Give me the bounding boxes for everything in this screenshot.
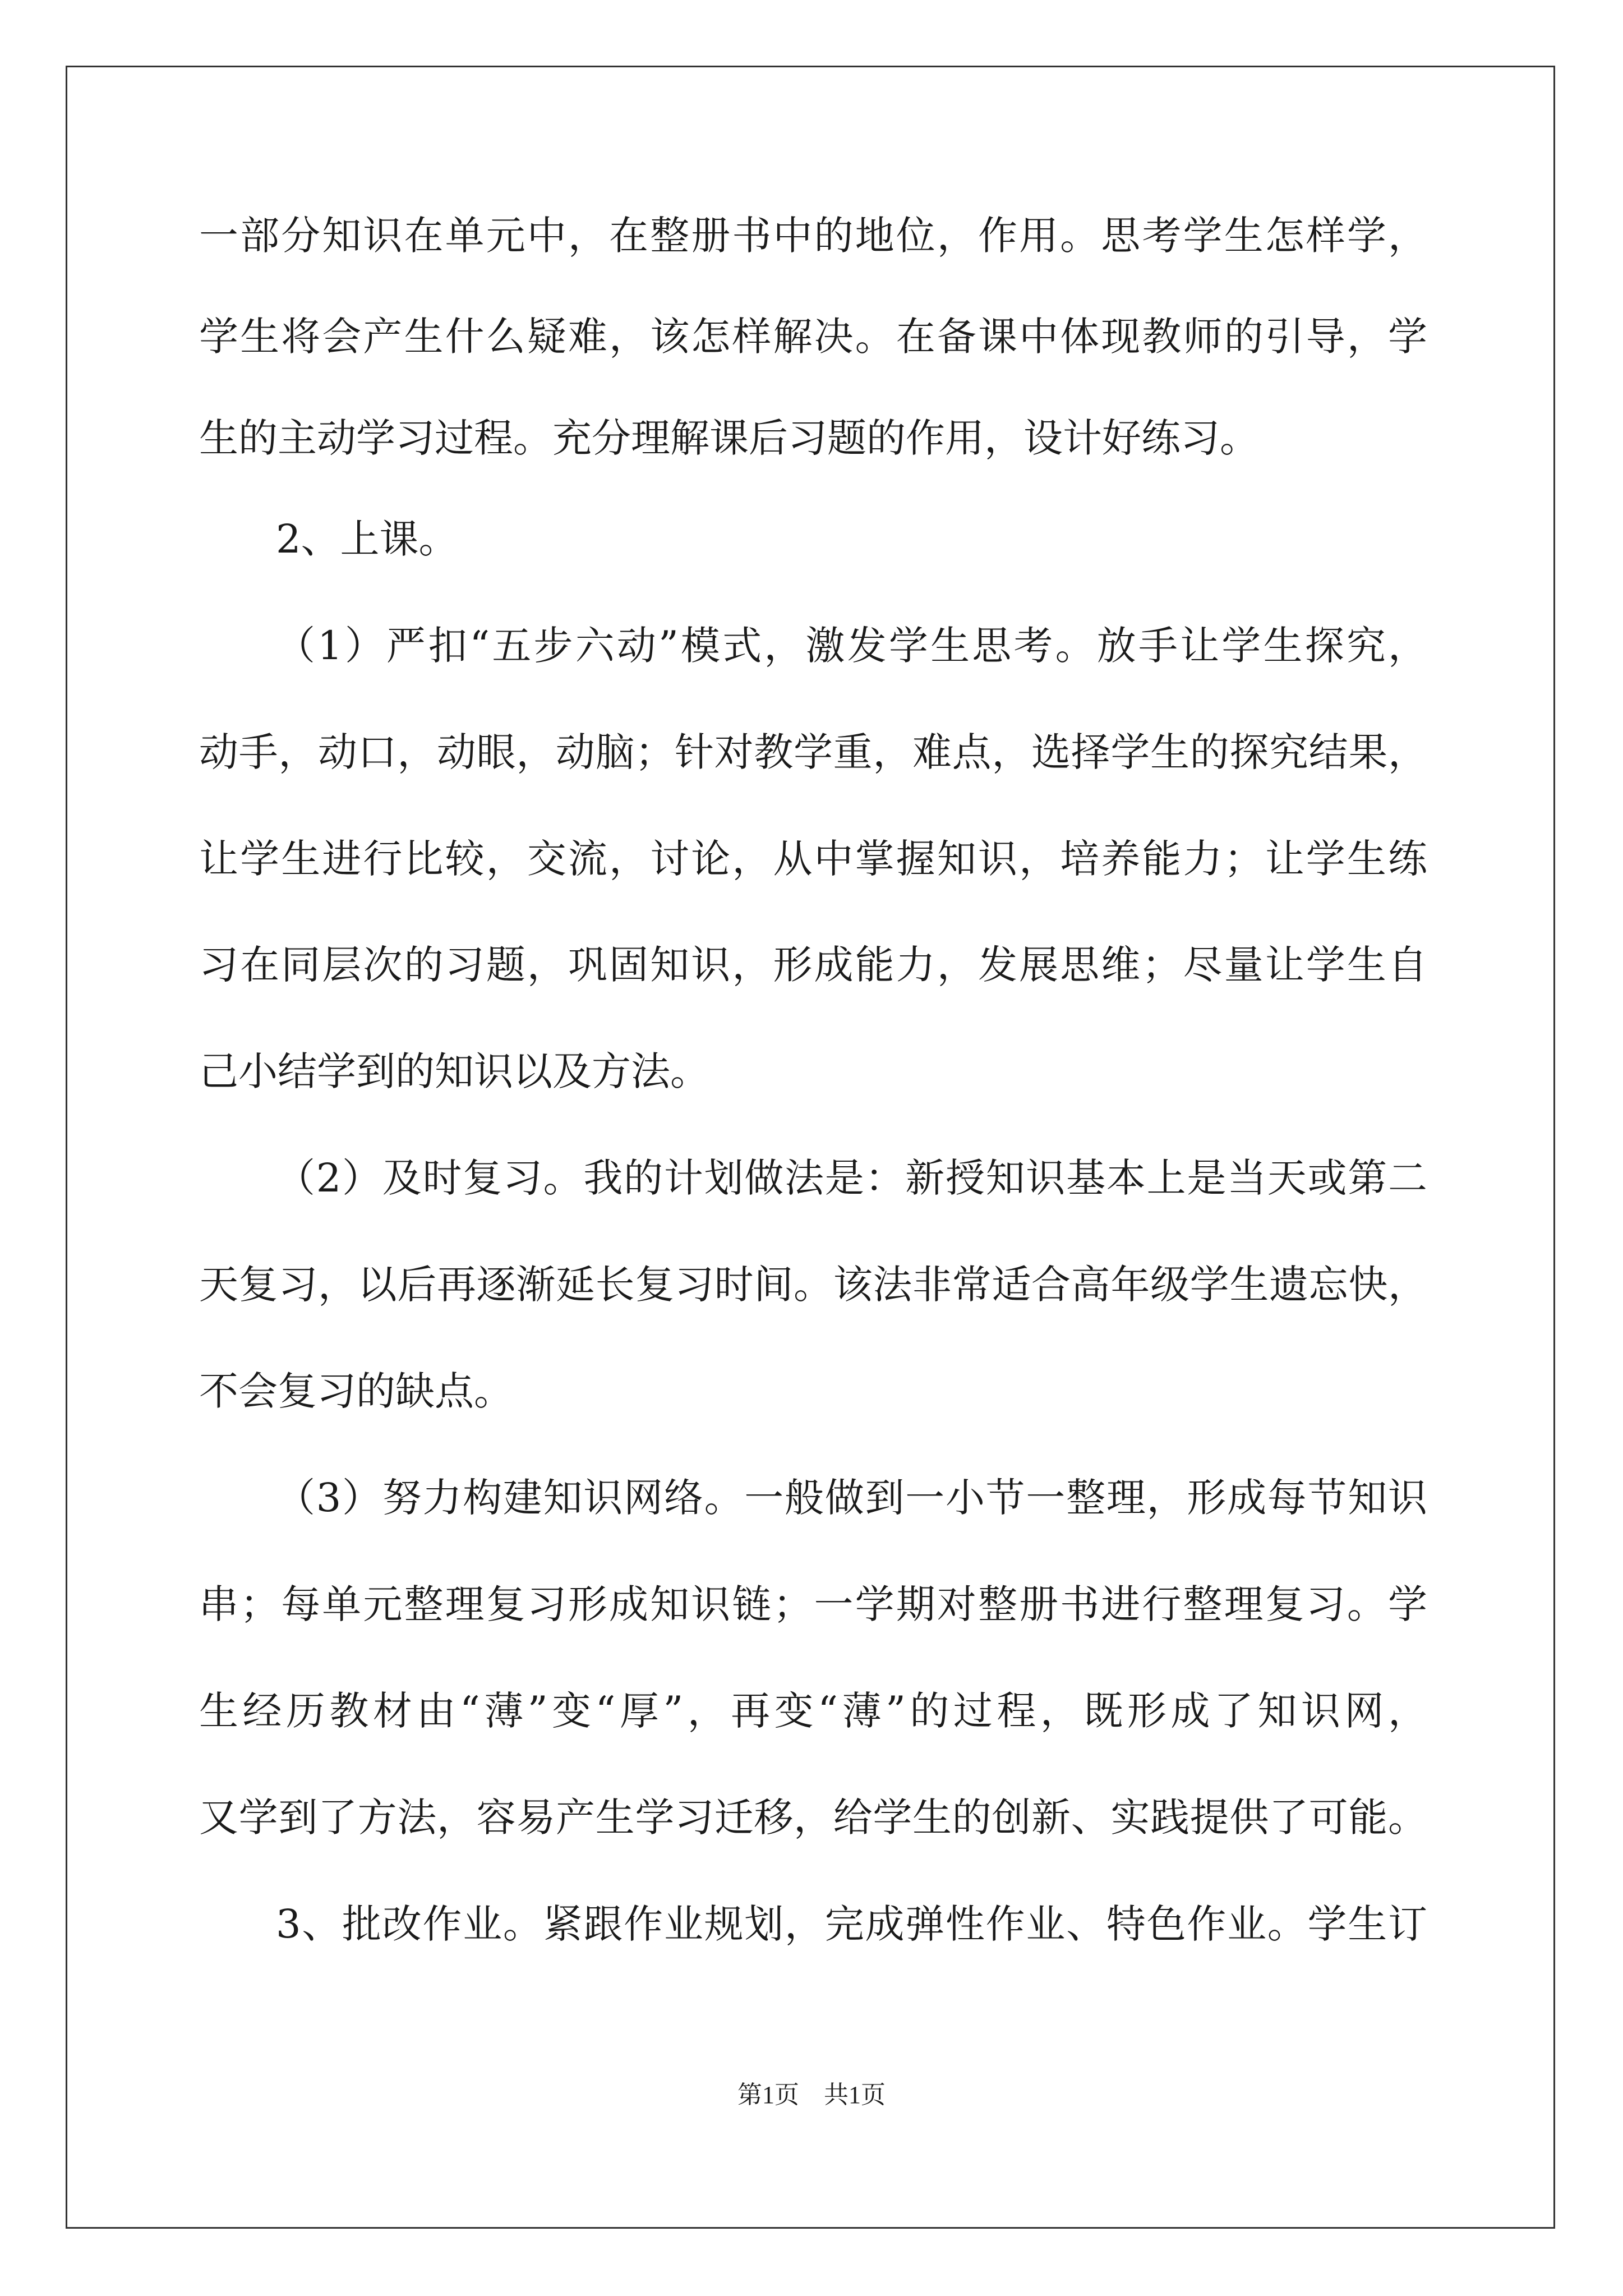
- text-line: 3、批改作业。紧跟作业规划，完成弹性作业、特色作业。学生订: [276, 1901, 1427, 1947]
- text-line: （2）及时复习。我的计划做法是：新授知识基本上是当天或第二: [276, 1155, 1427, 1201]
- text-line: （1）严扣“五步六动”模式，激发学生思考。放手让学生探究，: [276, 623, 1427, 669]
- text-line: 己小结学到的知识以及方法。: [199, 1048, 709, 1094]
- text-line: 学生将会产生什么疑难，该怎样解决。在备课中体现教师的引导，学: [199, 314, 1427, 360]
- text-line: 一部分知识在单元中，在整册书中的地位，作用。思考学生怎样学，: [199, 213, 1427, 259]
- page-footer: [0, 2078, 1623, 2112]
- text-line: （3）努力构建知识网络。一般做到一小节一整理，形成每节知识: [276, 1475, 1427, 1521]
- text-line: 习在同层次的习题，巩固知识，形成能力，发展思维；尽量让学生自: [199, 942, 1427, 988]
- text-line: 天复习，以后再逐渐延长复习时间。该法非常适合高年级学生遗忘快，: [199, 1262, 1427, 1308]
- text-line: 让学生进行比较，交流，讨论，从中掌握知识，培养能力；让学生练: [199, 836, 1427, 882]
- text-line: 动手，动口，动眼，动脑；针对教学重，难点，选择学生的探究结果，: [199, 729, 1427, 775]
- page-total: 共1页: [824, 2081, 886, 2109]
- text-line: 串；每单元整理复习形成知识链；一学期对整册书进行整理复习。学: [199, 1581, 1427, 1627]
- text-line: 生经历教材由“薄”变“厚”，再变“薄”的过程，既形成了知识网，: [199, 1688, 1427, 1734]
- text-line: 生的主动学习过程。充分理解课后习题的作用，设计好练习。: [199, 415, 1259, 461]
- text-line: 不会复习的缺点。: [199, 1368, 513, 1414]
- text-line: 2、上课。: [276, 516, 458, 562]
- page-number: 第1页: [737, 2081, 799, 2109]
- text-line: 又学到了方法，容易产生学习迁移，给学生的创新、实践提供了可能。: [199, 1795, 1427, 1841]
